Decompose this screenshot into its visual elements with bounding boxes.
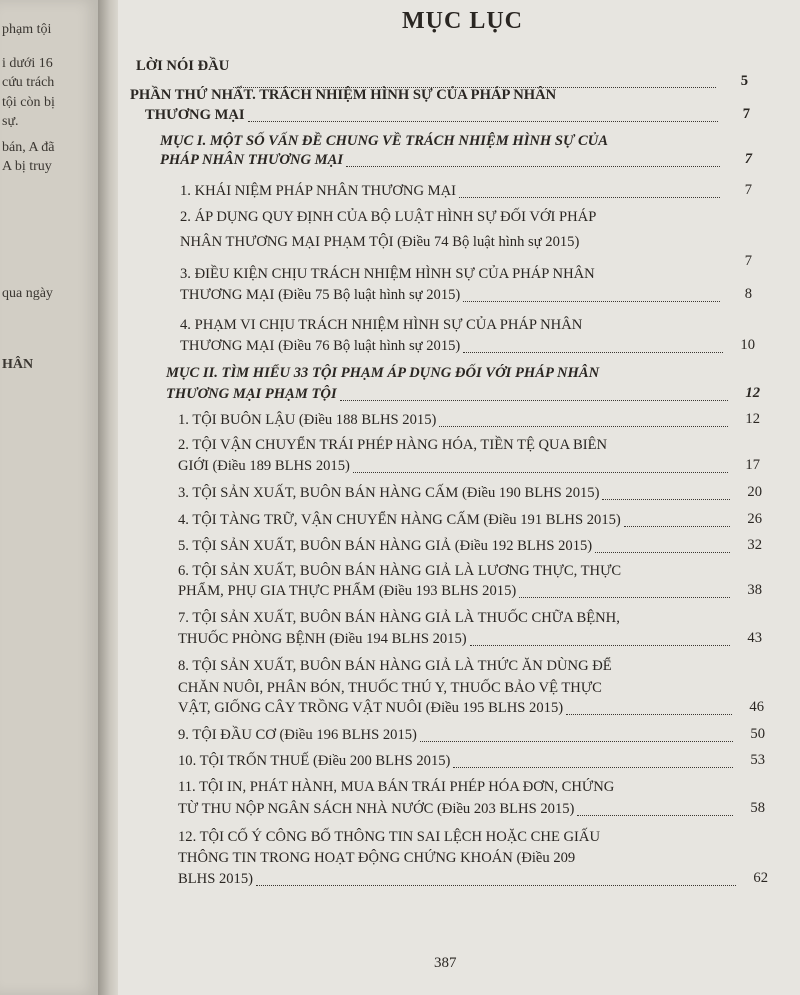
left-page-line: bán, A đã	[2, 140, 55, 155]
toc-entry-line: MỤC II. TÌM HIỂU 33 TỘI PHẠM ÁP DỤNG ĐỐI VỚI PHÁP NHÂN	[166, 365, 600, 381]
left-page-line: sự.	[2, 114, 19, 129]
toc-dot-leader	[340, 400, 728, 401]
toc-page-number: 7	[742, 106, 750, 122]
toc-dot-leader	[470, 645, 730, 646]
toc-entry-line: 3. TỘI SẢN XUẤT, BUÔN BÁN HÀNG CẤM (Điều 190 BLHS 2015)	[178, 485, 600, 501]
toc-dot-leader	[439, 426, 728, 427]
toc-entry-line: 8. TỘI SẢN XUẤT, BUÔN BÁN HÀNG GIẢ LÀ THỨC ĂN DÙNG ĐỂ	[178, 658, 612, 674]
toc-page-number: 8	[744, 286, 752, 302]
toc-dot-leader	[459, 197, 720, 198]
toc-page-number: 62	[753, 870, 768, 886]
toc-dot-leader	[346, 166, 720, 167]
toc-dot-leader	[624, 526, 730, 527]
toc-entry-line: 2. TỘI VẬN CHUYỂN TRÁI PHÉP HÀNG HÓA, TIỀN TỆ QUA BIÊN	[178, 437, 608, 453]
toc-entry-line: THƯƠNG MẠI	[145, 107, 245, 123]
toc-page-number: 50	[750, 726, 765, 742]
toc-page-number: 20	[747, 484, 762, 500]
toc-page-number: 53	[750, 752, 765, 768]
toc-entry-line: CHĂN NUÔI, PHÂN BÓN, THUỐC THÚ Y, THUỐC BẢO VỆ THỰC	[178, 680, 602, 696]
toc-entry-line: BLHS 2015)	[178, 871, 253, 887]
toc-entry-line: TỪ THU NỘP NGÂN SÁCH NHÀ NƯỚC (Điều 203 BLHS 2015)	[178, 801, 575, 817]
toc-entry-line: 1. TỘI BUÔN LẬU (Điều 188 BLHS 2015)	[178, 412, 437, 428]
left-page-line: A bị truy	[2, 159, 52, 174]
toc-page-number: 58	[750, 800, 765, 816]
toc-dot-leader	[353, 472, 728, 473]
toc-page-number: 5	[740, 73, 748, 89]
toc-dot-leader	[248, 121, 718, 122]
toc-entry-line: GIỚI (Điều 189 BLHS 2015)	[178, 458, 350, 474]
toc-dot-leader	[463, 352, 723, 353]
toc-entry-line: PHẨM, PHỤ GIA THỰC PHẨM (Điều 193 BLHS 2015)	[178, 583, 517, 599]
toc-page-number: 32	[747, 537, 762, 553]
toc-page-number: 12	[745, 411, 760, 427]
toc-entry-line: 4. PHẠM VI CHỊU TRÁCH NHIỆM HÌNH SỰ CỦA PHÁP NHÂN	[180, 317, 583, 333]
left-page-line: i dưới 16	[2, 56, 53, 71]
toc-dot-leader	[519, 597, 730, 598]
left-page	[0, 0, 101, 995]
toc-page-number: 7	[744, 151, 752, 167]
toc-dot-leader	[577, 815, 733, 816]
toc-page-number: 38	[747, 582, 762, 598]
toc-title: MỤC LỤC	[402, 8, 523, 34]
toc-entry-line: MỤC I. MỘT SỐ VẤN ĐỀ CHUNG VỀ TRÁCH NHIỆM HÌNH SỰ CỦA	[160, 133, 608, 149]
toc-entry-line: VẬT, GIỐNG CÂY TRỒNG VẬT NUÔI (Điều 195 BLHS 2015)	[178, 700, 564, 716]
toc-dot-leader	[420, 741, 733, 742]
toc-page-number: 26	[747, 511, 762, 527]
toc-entry-line: THƯƠNG MẠI PHẠM TỘI	[166, 386, 337, 402]
toc-entry-line: THƯƠNG MẠI (Điều 76 Bộ luật hình sự 2015)	[180, 338, 461, 354]
toc-entry-line: NHÂN THƯƠNG MẠI PHẠM TỘI (Điều 74 Bộ luật hình sự 2015)	[180, 234, 580, 250]
toc-entry-line: PHÁP NHÂN THƯƠNG MẠI	[160, 152, 344, 168]
left-page-line: qua ngày	[2, 286, 53, 301]
toc-dot-leader	[566, 714, 732, 715]
toc-entry-line: 2. ÁP DỤNG QUY ĐỊNH CỦA BỘ LUẬT HÌNH SỰ ĐỐI VỚI PHÁP	[180, 209, 597, 225]
toc-dot-leader	[595, 552, 730, 553]
toc-dot-leader	[602, 499, 730, 500]
toc-entry-line: 6. TỘI SẢN XUẤT, BUÔN BÁN HÀNG GIẢ LÀ LƯƠNG THỰC, THỰC	[178, 563, 622, 579]
toc-entry-line: LỜI NÓI ĐẦU	[136, 58, 230, 74]
toc-entry-line: 3. ĐIỀU KIỆN CHỊU TRÁCH NHIỆM HÌNH SỰ CỦA PHÁP NHÂN	[180, 266, 595, 282]
toc-dot-leader	[233, 87, 716, 88]
toc-dot-leader	[453, 767, 733, 768]
toc-page-number: 46	[749, 699, 764, 715]
toc-entry-line: 11. TỘI IN, PHÁT HÀNH, MUA BÁN TRÁI PHÉP HÓA ĐƠN, CHỨNG	[178, 779, 615, 795]
toc-entry-line: 12. TỘI CỐ Ý CÔNG BỐ THÔNG TIN SAI LỆCH HOẶC CHE GIẤU	[178, 829, 600, 845]
toc-page-number: 7	[744, 182, 752, 198]
toc-entry-line: 1. KHÁI NIỆM PHÁP NHÂN THƯƠNG MẠI	[180, 183, 457, 199]
toc-dot-leader	[256, 885, 736, 886]
toc-entry-line: 7. TỘI SẢN XUẤT, BUÔN BÁN HÀNG GIẢ LÀ THUỐC CHỮA BỆNH,	[178, 610, 620, 626]
left-page-line: phạm tội	[2, 22, 52, 37]
toc-entry-line: THÔNG TIN TRONG HOẠT ĐỘNG CHỨNG KHOÁN (Điều 209	[178, 850, 576, 866]
toc-dot-leader	[463, 301, 720, 302]
page-number: 387	[434, 955, 457, 971]
toc-page-number: 43	[747, 630, 762, 646]
toc-entry-line: 4. TỘI TÀNG TRỮ, VẬN CHUYỂN HÀNG CẤM (Điều 191 BLHS 2015)	[178, 512, 621, 528]
toc-page-number: 7	[744, 253, 752, 269]
toc-entry-line: THƯƠNG MẠI (Điều 75 Bộ luật hình sự 2015)	[180, 287, 461, 303]
toc-page-number: 12	[745, 385, 760, 401]
toc-page-number: 10	[740, 337, 755, 353]
toc-entry-line: 5. TỘI SẢN XUẤT, BUÔN BÁN HÀNG GIẢ (Điều 192 BLHS 2015)	[178, 538, 593, 554]
toc-entry-line: 9. TỘI ĐẦU CƠ (Điều 196 BLHS 2015)	[178, 727, 417, 743]
left-page-line: cứu trách	[2, 75, 55, 90]
toc-entry-line: THUỐC PHÒNG BỆNH (Điều 194 BLHS 2015)	[178, 631, 467, 647]
left-page-heading: HÂN	[2, 357, 34, 372]
left-page-line: tội còn bị	[2, 95, 55, 110]
toc-entry-line: PHẦN THỨ NHẤT. TRÁCH NHIỆM HÌNH SỰ CỦA PHÁP NHÂN	[130, 87, 557, 103]
toc-page-number: 17	[745, 457, 760, 473]
toc-entry-line: 10. TỘI TRỐN THUẾ (Điều 200 BLHS 2015)	[178, 753, 451, 769]
